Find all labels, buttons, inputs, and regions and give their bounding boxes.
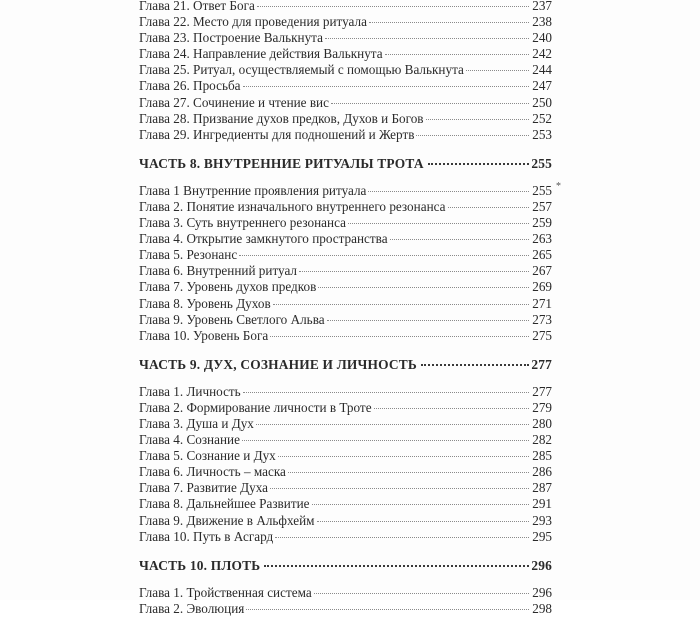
- dot-leader: [327, 320, 529, 321]
- chapter-page-number: 257: [532, 198, 552, 214]
- dot-leader: [416, 135, 529, 136]
- chapter-title: Глава 8. Дальнейшее Развитие: [139, 496, 310, 512]
- part-title: ЧАСТЬ 10. ПЛОТЬ: [139, 557, 261, 573]
- toc-entry[interactable]: [139, 296, 552, 312]
- part-page-number: 277: [531, 356, 552, 372]
- part-page-number: 296: [531, 557, 552, 573]
- toc-entry[interactable]: [139, 14, 552, 30]
- part-title: ЧАСТЬ 8. ВНУТРЕННИЕ РИТУАЛЫ ТРОТА: [139, 155, 424, 171]
- chapter-page-number: 242: [532, 46, 552, 62]
- toc-entry[interactable]: [139, 529, 552, 545]
- chapter-title: Глава 3. Суть внутреннего резонанса: [139, 215, 346, 231]
- chapter-title: Глава 9. Движение в Альфхейм: [139, 512, 315, 528]
- dot-leader: [426, 119, 529, 120]
- chapter-page-number: 293: [532, 512, 552, 528]
- chapter-title: Глава 22. Место для проведения ритуала: [139, 14, 367, 30]
- toc-entry[interactable]: [139, 464, 552, 480]
- dot-leader: [368, 191, 529, 192]
- chapter-page-number: 267: [532, 263, 552, 279]
- toc-entry[interactable]: [139, 416, 552, 432]
- dot-leader: [275, 537, 529, 538]
- chapter-page-number: 263: [532, 231, 552, 247]
- chapter-title: Глава 10. Путь в Асгард: [139, 528, 274, 544]
- toc-entry[interactable]: [139, 111, 552, 127]
- section-spacer: [139, 143, 552, 155]
- chapter-page-number: 291: [532, 496, 552, 512]
- chapter-title: Глава 6. Внутренний ритуал: [139, 263, 298, 279]
- dot-leader: [246, 609, 529, 610]
- chapter-page-number: 244: [532, 62, 552, 78]
- chapter-title: Глава 9. Уровень Светлого Альва: [139, 311, 325, 327]
- toc-entry[interactable]: [139, 231, 552, 247]
- chapter-title: Глава 27. Сочинение и чтение вис: [139, 94, 329, 110]
- dot-leader: [369, 22, 529, 23]
- dot-leader: [299, 271, 529, 272]
- chapter-page-number: 282: [532, 432, 552, 448]
- dot-leader: [243, 392, 529, 393]
- toc-entry[interactable]: [139, 95, 552, 111]
- toc-entry[interactable]: [139, 279, 552, 295]
- dot-leader: [421, 364, 529, 366]
- chapter-title: Глава 7. Развитие Духа: [139, 480, 268, 496]
- toc-entry[interactable]: [139, 513, 552, 529]
- chapter-page-number: 271: [532, 295, 552, 311]
- toc-entry[interactable]: [139, 480, 552, 496]
- dot-leader: [390, 239, 529, 240]
- chapter-page-number: 238: [532, 14, 552, 30]
- dot-leader: [325, 38, 529, 39]
- toc-entry[interactable]: [139, 448, 552, 464]
- toc-part-heading[interactable]: [139, 557, 552, 575]
- toc-entry[interactable]: [139, 328, 552, 344]
- toc-part-heading[interactable]: [139, 155, 552, 173]
- toc-entry[interactable]: [139, 199, 552, 215]
- toc-entry[interactable]: [139, 384, 552, 400]
- toc-entry[interactable]: [139, 585, 552, 601]
- toc-entry[interactable]: [139, 46, 552, 62]
- chapter-page-number: 279: [532, 399, 552, 415]
- dot-leader: [270, 488, 529, 489]
- chapter-title: Глава 5. Сознание и Дух: [139, 448, 276, 464]
- dot-leader: [239, 255, 529, 256]
- chapter-title: Глава 8. Уровень Духов: [139, 295, 271, 311]
- chapter-page-number: 252: [532, 110, 552, 126]
- chapter-page-number: 259: [532, 215, 552, 231]
- chapter-page-number: 296: [532, 584, 552, 600]
- margin-mark: *: [556, 181, 561, 192]
- dot-leader: [314, 593, 529, 594]
- part-title: ЧАСТЬ 9. ДУХ, СОЗНАНИЕ И ЛИЧНОСТЬ: [139, 356, 417, 372]
- chapter-page-number: 298: [532, 600, 552, 616]
- chapter-page-number: 295: [532, 528, 552, 544]
- chapter-title: Глава 4. Открытие замкнутого пространства: [139, 231, 388, 247]
- dot-leader: [273, 304, 529, 305]
- toc-entry[interactable]: [139, 0, 552, 14]
- chapter-title: Глава 1. Тройственная система: [139, 584, 312, 600]
- toc-entry[interactable]: [139, 247, 552, 263]
- chapter-page-number: 255: [532, 182, 552, 198]
- chapter-page-number: 240: [532, 30, 552, 46]
- dot-leader: [256, 424, 529, 425]
- toc-entry[interactable]: [139, 215, 552, 231]
- section-spacer: [139, 173, 552, 183]
- dot-leader: [385, 54, 529, 55]
- toc-entry[interactable]: [139, 62, 552, 78]
- section-spacer: [139, 344, 552, 356]
- chapter-page-number: 269: [532, 279, 552, 295]
- chapter-title: Глава 26. Просьба: [139, 78, 241, 94]
- dot-leader: [348, 223, 529, 224]
- table-of-contents: [139, 0, 552, 617]
- toc-entry[interactable]: [139, 601, 552, 617]
- chapter-title: Глава 2. Эволюция: [139, 600, 245, 616]
- chapter-page-number: 273: [532, 311, 552, 327]
- chapter-title: Глава 25. Ритуал, осуществляемый с помощью Валькнута: [139, 62, 464, 78]
- dot-leader: [288, 472, 529, 473]
- dot-leader: [448, 207, 530, 208]
- toc-part-heading[interactable]: [139, 356, 552, 374]
- chapter-title: Глава 21. Ответ Бога: [139, 0, 255, 13]
- chapter-title: Глава 2. Формирование личности в Троте: [139, 399, 372, 415]
- chapter-page-number: 285: [532, 448, 552, 464]
- chapter-title: Глава 1. Личность: [139, 383, 241, 399]
- chapter-page-number: 275: [532, 327, 552, 343]
- chapter-title: Глава 5. Резонанс: [139, 247, 238, 263]
- toc-entry[interactable]: [139, 496, 552, 512]
- dot-leader: [264, 565, 529, 567]
- dot-leader: [428, 163, 530, 165]
- toc-entry[interactable]: [139, 78, 552, 94]
- chapter-page-number: 237: [532, 0, 552, 13]
- toc-entry[interactable]: [139, 127, 552, 143]
- section-spacer: [139, 545, 552, 557]
- dot-leader: [312, 504, 530, 505]
- chapter-page-number: 287: [532, 480, 552, 496]
- dot-leader: [331, 103, 529, 104]
- toc-entry[interactable]: [139, 312, 552, 328]
- chapter-page-number: 250: [532, 94, 552, 110]
- chapter-title: Глава 1 Внутренние проявления ритуала: [139, 182, 367, 198]
- chapter-title: Глава 23. Построение Валькнута: [139, 30, 323, 46]
- chapter-page-number: 253: [532, 126, 552, 142]
- chapter-title: Глава 10. Уровень Бога: [139, 327, 269, 343]
- chapter-title: Глава 24. Направление действия Валькнута: [139, 46, 383, 62]
- dot-leader: [374, 408, 529, 409]
- chapter-title: Глава 28. Призвание духов предков, Духов и Богов: [139, 110, 424, 126]
- part-page-number: 255: [531, 155, 552, 171]
- toc-entry[interactable]: [139, 432, 552, 448]
- chapter-page-number: 265: [532, 247, 552, 263]
- chapter-page-number: 286: [532, 464, 552, 480]
- chapter-title: Глава 4. Сознание: [139, 432, 240, 448]
- chapter-title: Глава 7. Уровень духов предков: [139, 279, 317, 295]
- toc-entry[interactable]: [139, 400, 552, 416]
- chapter-title: Глава 6. Личность – маска: [139, 464, 286, 480]
- chapter-title: Глава 3. Душа и Дух: [139, 415, 254, 431]
- dot-leader: [317, 521, 530, 522]
- dot-leader: [278, 456, 529, 457]
- chapter-title: Глава 2. Понятие изначального внутреннего резонанса: [139, 198, 446, 214]
- dot-leader: [257, 6, 529, 7]
- chapter-title: Глава 29. Ингредиенты для подношений и Жертв: [139, 126, 415, 142]
- dot-leader: [243, 86, 529, 87]
- toc-entry[interactable]: [139, 30, 552, 46]
- dot-leader: [318, 287, 529, 288]
- dot-leader: [270, 336, 529, 337]
- dot-leader: [466, 70, 529, 71]
- section-spacer: [139, 374, 552, 384]
- dot-leader: [242, 440, 529, 441]
- chapter-page-number: 280: [532, 415, 552, 431]
- toc-entry[interactable]: [139, 183, 552, 199]
- chapter-page-number: 277: [532, 383, 552, 399]
- toc-entry[interactable]: [139, 263, 552, 279]
- chapter-page-number: 247: [532, 78, 552, 94]
- section-spacer: [139, 575, 552, 585]
